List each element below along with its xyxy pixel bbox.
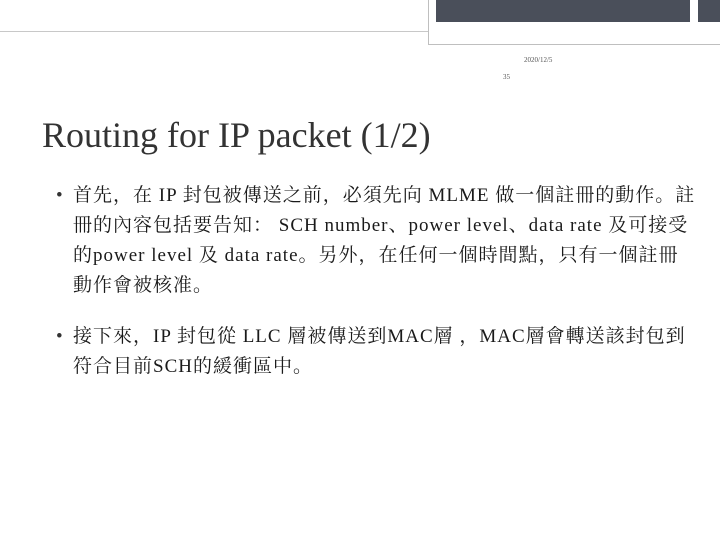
bullet-text: 首先，在 IP 封包被傳送之前，必須先向 MLME 做一個註冊的動作。註冊的內容包括要告知： SCH number、power level、data rate 及可接受的power level 及 data rate。另外，在任何一個時間點，只有一個註冊動作會被核准。 — [73, 185, 696, 296]
slide-date: 2020/12/5 — [524, 56, 553, 64]
bullet-item — [56, 181, 696, 301]
header-decoration-bar — [436, 0, 690, 22]
slide-title: Routing for IP packet (1/2) — [42, 115, 431, 155]
slide-page-number: 35 — [503, 73, 510, 81]
bullet-list — [56, 181, 696, 382]
bullet-text: 接下來，IP 封包從 LLC 層被傳送到MAC層 ，MAC層會轉送該封包到符合目前SCH的緩衝區中。 — [73, 326, 686, 377]
bullet-marker: • — [56, 185, 64, 206]
header-decoration-corner — [698, 0, 720, 22]
bullet-marker: • — [56, 326, 64, 347]
bullet-item — [56, 322, 696, 382]
